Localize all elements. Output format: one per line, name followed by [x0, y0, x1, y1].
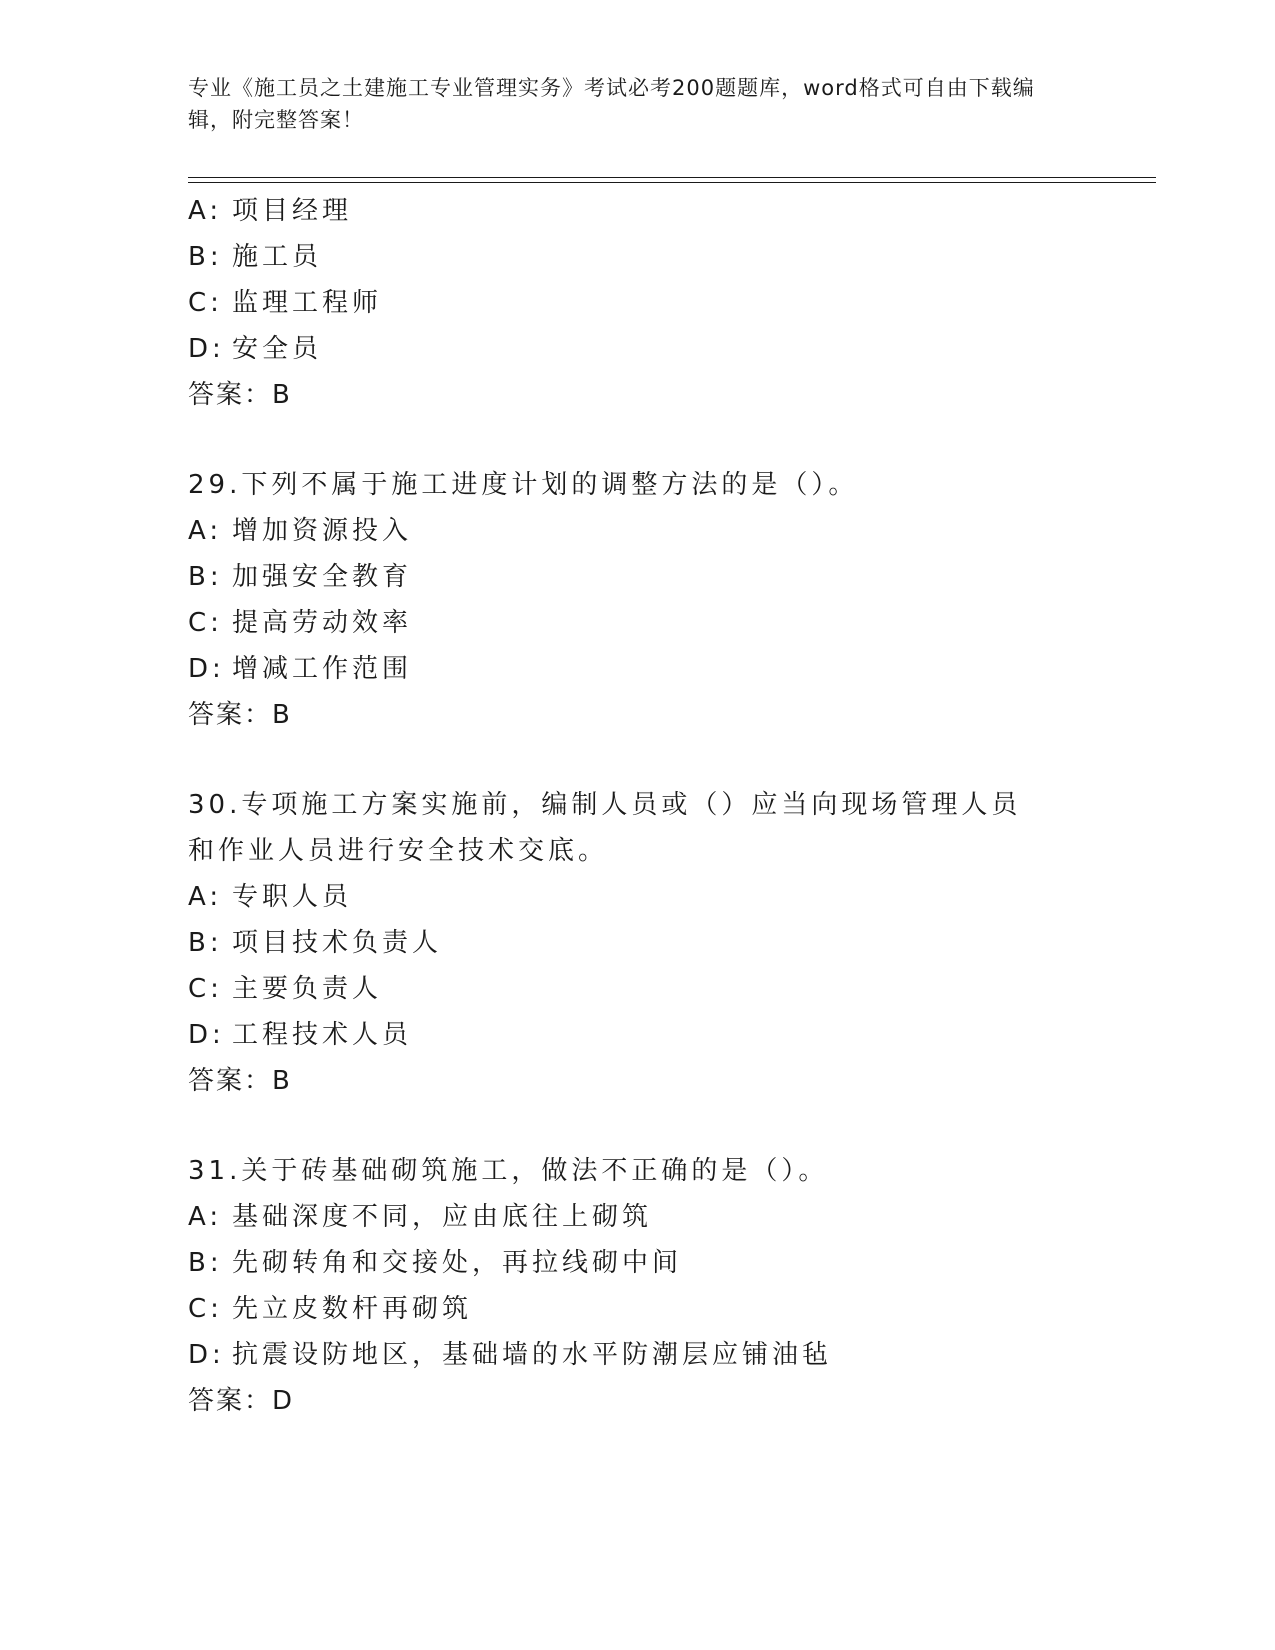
- option-text: 先砌转角和交接处，再拉线砌中间: [232, 1248, 683, 1278]
- question-28-continued: [188, 188, 1088, 418]
- option-letter: C:: [188, 608, 223, 638]
- option-letter: A:: [188, 1202, 223, 1232]
- option-text: 增加资源投入: [232, 516, 413, 546]
- option-c: [188, 966, 1088, 1012]
- option-b: [188, 1240, 1088, 1286]
- option-letter: B:: [188, 242, 223, 272]
- answer-line: 答案：D: [188, 1386, 295, 1416]
- option-text: 项目经理: [232, 196, 353, 226]
- option-text: 施工员: [232, 242, 323, 272]
- option-b: [188, 234, 1088, 280]
- option-a: [188, 508, 1088, 554]
- option-b: [188, 554, 1088, 600]
- option-text: 基础深度不同，应由底往上砌筑: [232, 1202, 653, 1232]
- question-30: [188, 782, 1088, 1104]
- option-letter: D:: [188, 654, 225, 684]
- header-rule-top: [188, 177, 1156, 178]
- option-d: [188, 1332, 1088, 1378]
- option-d: [188, 646, 1088, 692]
- question-list: [188, 188, 1088, 1424]
- option-a: [188, 874, 1088, 920]
- option-letter: C:: [188, 974, 223, 1004]
- option-letter: C:: [188, 288, 223, 318]
- option-d: [188, 326, 1088, 372]
- answer-line: 答案：B: [188, 700, 292, 730]
- option-a: [188, 1194, 1088, 1240]
- question-stem: 30.专项施工方案实施前，编制人员或（）应当向现场管理人员和作业人员进行安全技术交底。: [188, 790, 1022, 866]
- option-d: [188, 1012, 1088, 1058]
- option-text: 增减工作范围: [232, 654, 413, 684]
- option-text: 提高劳动效率: [232, 608, 413, 638]
- question-31: [188, 1148, 1088, 1424]
- option-a: [188, 188, 1088, 234]
- option-c: [188, 280, 1088, 326]
- option-letter: D:: [188, 334, 225, 364]
- option-b: [188, 920, 1088, 966]
- option-text: 加强安全教育: [232, 562, 413, 592]
- answer-line: 答案：B: [188, 1066, 292, 1096]
- question-stem: 31.关于砖基础砌筑施工，做法不正确的是（）。: [188, 1156, 829, 1186]
- option-text: 工程技术人员: [232, 1020, 413, 1050]
- header-rule-bottom: [188, 182, 1156, 183]
- question-stem: 29.下列不属于施工进度计划的调整方法的是（）。: [188, 470, 859, 500]
- option-text: 安全员: [232, 334, 323, 364]
- option-text: 专职人员: [232, 882, 353, 912]
- option-letter: C:: [188, 1294, 223, 1324]
- option-text: 先立皮数杆再砌筑: [232, 1294, 473, 1324]
- option-letter: D:: [188, 1340, 225, 1370]
- question-29: [188, 462, 1088, 738]
- option-text: 监理工程师: [232, 288, 383, 318]
- option-text: 项目技术负责人: [232, 928, 443, 958]
- option-c: [188, 600, 1088, 646]
- option-letter: B:: [188, 1248, 223, 1278]
- option-c: [188, 1286, 1088, 1332]
- option-letter: A:: [188, 196, 223, 226]
- document-header: 专业《施工员之土建施工专业管理实务》考试必考200题题库，word格式可自由下载编辑，附完整答案！: [188, 76, 1035, 132]
- option-letter: B:: [188, 562, 223, 592]
- option-letter: B:: [188, 928, 223, 958]
- option-letter: D:: [188, 1020, 225, 1050]
- option-text: 主要负责人: [232, 974, 383, 1004]
- option-text: 抗震设防地区，基础墙的水平防潮层应铺油毡: [232, 1340, 833, 1370]
- answer-line: 答案：B: [188, 380, 292, 410]
- option-letter: A:: [188, 516, 223, 546]
- option-letter: A:: [188, 882, 223, 912]
